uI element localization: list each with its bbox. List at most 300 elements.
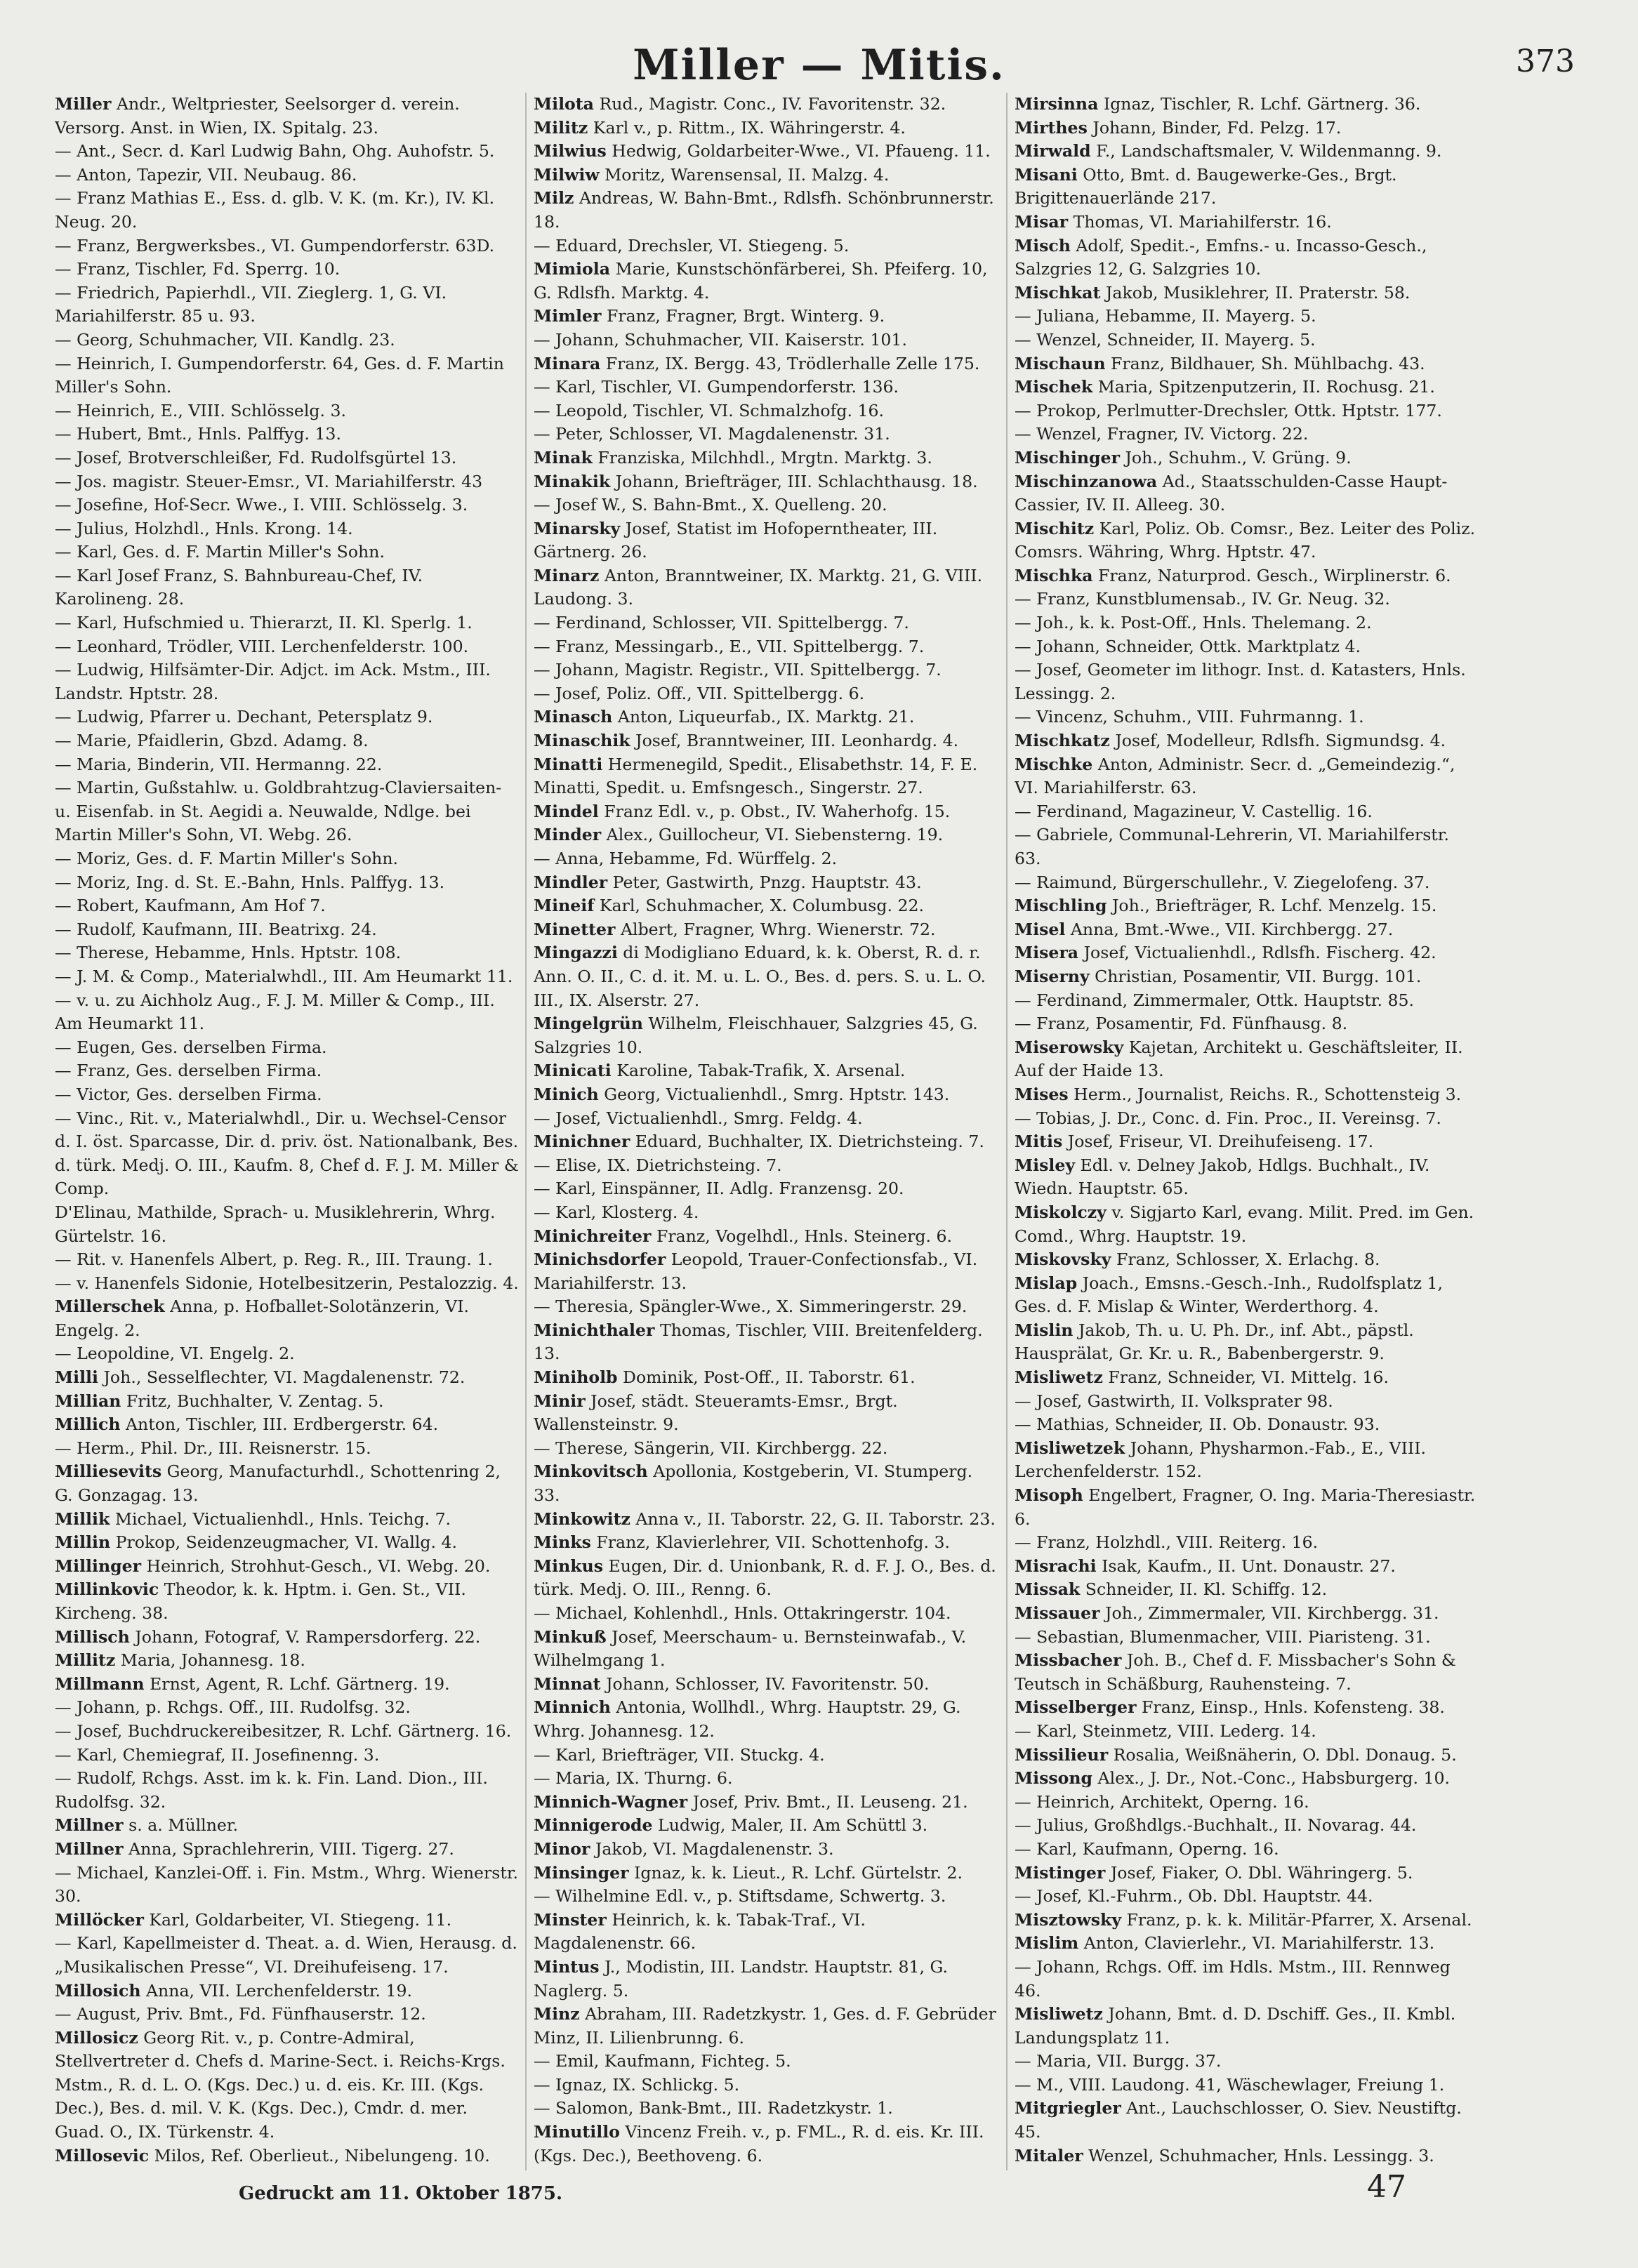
entry-surname: Missong	[1015, 1768, 1093, 1789]
entry-text: Moritz, Warensensal, II. Malzg. 4.	[599, 164, 890, 185]
directory-entry	[1015, 1036, 1478, 1083]
directory-entry	[55, 1508, 522, 1532]
page-title: Miller — Mitis.	[633, 41, 1005, 90]
directory-entry	[55, 234, 522, 258]
entry-text: Michael, Victualienhdl., Hnls. Teichg. 7.	[110, 1508, 451, 1529]
directory-entry	[55, 164, 522, 187]
entry-text: — Karl, Ges. d. F. Martin Miller's Sohn.	[55, 542, 385, 562]
entry-text: — Moriz, Ges. d. F. Martin Miller's Sohn.	[55, 849, 399, 868]
entry-text: — Jos. magistr. Steuer-Emsr., VI. Mariahilferstr. 43	[55, 471, 483, 491]
entry-surname: Minnich	[534, 1697, 611, 1718]
entry-text: Franz, Schlosser, X. Erlachg. 8.	[1111, 1249, 1380, 1270]
directory-entry	[1015, 1720, 1478, 1744]
entry-text: — Marie, Pfaidlerin, Gbzd. Adamg. 8.	[55, 731, 369, 751]
directory-entry	[1015, 2050, 1478, 2074]
directory-entry	[55, 1390, 522, 1414]
entry-surname: Miskolczy	[1015, 1202, 1107, 1222]
entry-surname: Mislap	[1015, 1273, 1078, 1293]
entry-text: — Ferdinand, Schlosser, VII. Spittelbergg. 7.	[534, 613, 909, 633]
directory-entry	[1015, 2144, 1478, 2168]
entry-text: Herm., Journalist, Reichs. R., Schottensteig 3.	[1068, 1084, 1462, 1104]
directory-entry	[1015, 800, 1478, 824]
directory-entry	[55, 258, 522, 281]
directory-entry	[1015, 1107, 1478, 1131]
entry-surname: Milwiw	[534, 164, 600, 185]
directory-entry	[1015, 1248, 1478, 1272]
entry-text: — Julius, Holzhdl., Hnls. Krong. 14.	[55, 518, 353, 538]
entry-text: Otto, Bmt. d. Baugewerke-Ges., Brgt. Brigittenauerlände 217.	[1015, 164, 1397, 208]
directory-entry	[55, 1413, 522, 1437]
entry-text: — Prokop, Perlmutter-Drechsler, Ottk. Hptstr. 177.	[1015, 400, 1442, 420]
directory-entry	[55, 635, 522, 659]
entry-surname: Millian	[55, 1391, 121, 1411]
entry-text: Isak, Kaufm., II. Unt. Donaustr. 27.	[1096, 1556, 1396, 1576]
directory-entry	[55, 1909, 522, 1932]
directory-entry	[1015, 2003, 1478, 2050]
directory-entry	[1015, 517, 1478, 564]
entry-surname: Minara	[534, 353, 601, 373]
entry-surname: Miserowsky	[1015, 1037, 1124, 1057]
entry-text: — Johann, Magistr. Registr., VII. Spittelbergg. 7.	[534, 660, 942, 680]
directory-entry	[534, 1177, 1000, 1201]
directory-entry	[55, 1295, 522, 1342]
entry-surname: Mislin	[1015, 1320, 1074, 1340]
directory-entry	[534, 918, 1000, 942]
directory-entry	[1015, 989, 1478, 1013]
entry-text: — Leonhard, Trödler, VIII. Lerchenfelderstr. 100.	[55, 636, 469, 656]
entry-text: Fritz, Buchhalter, V. Zentag. 5.	[121, 1391, 384, 1411]
entry-text: — Karl, Einspänner, II. Adlg. Franzensg. 20.	[534, 1179, 904, 1199]
directory-entry	[1015, 611, 1478, 635]
entry-text: — Franz, Tischler, Fd. Sperrg. 10.	[55, 259, 341, 279]
directory-entry	[55, 1272, 522, 1296]
entry-text: — Ludwig, Pfarrer u. Dechant, Petersplatz 9.	[55, 707, 433, 727]
directory-entry	[1015, 211, 1478, 234]
entry-text: Anton, Liqueurfab., IX. Marktg. 21.	[612, 707, 915, 727]
entry-surname: Mistinger	[1015, 1862, 1106, 1883]
entry-surname: Mischek	[1015, 377, 1093, 397]
entry-text: Engelbert, Fragner, O. Ing. Maria-Theresiastr. 6.	[1015, 1485, 1476, 1529]
directory-entry	[55, 541, 522, 564]
directory-entry	[55, 140, 522, 164]
directory-entry	[1015, 423, 1478, 446]
entry-surname: Mischaun	[1015, 353, 1106, 373]
directory-entry	[534, 1531, 1000, 1555]
entry-surname: Miller	[55, 94, 112, 114]
directory-entry	[55, 281, 522, 329]
entry-surname: Militz	[534, 117, 588, 138]
directory-entry	[1015, 1791, 1478, 1815]
entry-text: — Gabriele, Communal-Lehrerin, VI. Mariahilferstr. 63.	[1015, 825, 1449, 868]
entry-surname: Miskovsky	[1015, 1249, 1111, 1270]
directory-entry	[55, 1744, 522, 1768]
directory-entry	[534, 1130, 1000, 1154]
directory-entry	[534, 2097, 1000, 2121]
entry-text: Joh., Schuhm., V. Grüng. 9.	[1119, 447, 1352, 467]
directory-entry	[55, 564, 522, 611]
entry-surname: Minir	[534, 1391, 586, 1411]
entry-surname: Misliwetz	[1015, 1367, 1103, 1388]
entry-surname: Milota	[534, 94, 594, 114]
directory-entry	[534, 517, 1000, 564]
directory-entry	[55, 658, 522, 705]
directory-entry	[55, 329, 522, 352]
directory-entry	[534, 1862, 1000, 1885]
entry-text: — Josef, Buchdruckereibesitzer, R. Lchf. Gärtnerg. 16.	[55, 1720, 512, 1741]
entry-text: F., Landschaftsmaler, V. Wildenmanng. 9.	[1090, 141, 1442, 161]
directory-entry	[534, 823, 1000, 847]
entry-text: Prokop, Seidenzeugmacher, VI. Wallg. 4.	[110, 1532, 458, 1553]
entry-surname: Misar	[1015, 211, 1069, 232]
directory-entry	[534, 658, 1000, 682]
entry-text: Franz, Klavierlehrer, VII. Schottenhofg. 3.	[590, 1532, 951, 1553]
entry-surname: Millöcker	[55, 1909, 144, 1930]
entry-text: — Ignaz, IX. Schlickg. 5.	[534, 2074, 740, 2095]
entry-text: — Julius, Großhdlgs.-Buchhalt., II. Novarag. 44.	[1015, 1815, 1417, 1836]
directory-entry	[1015, 1390, 1478, 1414]
directory-entry	[55, 93, 522, 140]
entry-text: Anna, Sprachlehrerin, VIII. Tigerg. 27.	[123, 1838, 454, 1859]
entry-text: Wilhelm, Fleischhauer, Salzgries 45, G. Salzgries 10.	[534, 1014, 978, 1057]
entry-text: Joh. B., Chef d. F. Missbacher's Sohn & Teutsch in Schäßburg, Rauhensteing. 7.	[1015, 1650, 1456, 1694]
entry-surname: Minakik	[534, 471, 611, 491]
entry-surname: Mitaler	[1015, 2145, 1083, 2166]
directory-entry	[534, 2003, 1000, 2050]
entry-surname: Millin	[55, 1532, 111, 1553]
entry-text: Marie, Kunstschönfärberei, Sh. Pfeiferg. 10, G. Rdlsfh. Marktg. 4.	[534, 259, 988, 303]
entry-text: Karl, Goldarbeiter, VI. Stiegeng. 11.	[143, 1909, 452, 1930]
entry-surname: Millner	[55, 1838, 124, 1859]
entry-text: Anna, p. Hofballet-Solotänzerin, VI. Engelg. 2.	[55, 1297, 470, 1340]
entry-text: — Johann, Rchgs. Off. im Hdls. Mstm., III. Rennweg 46.	[1015, 1956, 1451, 2001]
entry-surname: Misani	[1015, 164, 1078, 185]
entry-text: Maria, Spitzenputzerin, II. Rochusg. 21.	[1092, 377, 1435, 397]
entry-text: — Karl, Klosterg. 4.	[534, 1202, 699, 1222]
directory-entry	[1015, 1201, 1478, 1248]
entry-text: — Franz, Ges. derselben Firma.	[55, 1061, 322, 1081]
entry-text: — Josef, Brotverschleißer, Fd. Rudolfsgürtel 13.	[55, 447, 457, 467]
directory-entry	[55, 399, 522, 423]
page-number: 373	[1516, 44, 1575, 79]
entry-text: — Wilhelmine Edl. v., p. Stiftsdame, Schwertg. 3.	[534, 1886, 946, 1906]
directory-entry	[534, 470, 1000, 494]
entry-text: — Johann, Schuhmacher, VII. Kaiserstr. 101.	[534, 329, 907, 350]
entry-surname: Millosicz	[55, 2027, 138, 2048]
entry-text: — Josef, Poliz. Off., VII. Spittelbergg. 6.	[534, 683, 865, 703]
column-divider	[1006, 93, 1008, 2170]
entry-text: — Anna, Hebamme, Fd. Würffelg. 2.	[534, 849, 838, 868]
entry-text: Ignaz, Tischler, R. Lchf. Gärtnerg. 36.	[1098, 94, 1421, 114]
entry-surname: Minarsky	[534, 518, 621, 538]
directory-entry	[534, 2074, 1000, 2097]
directory-entry	[55, 1649, 522, 1673]
directory-entry	[1015, 894, 1478, 918]
entry-text: Jakob, Musiklehrer, II. Praterstr. 58.	[1100, 282, 1411, 303]
entry-text: — Robert, Kaufmann, Am Hof 7.	[55, 896, 326, 916]
entry-surname: Millinkovic	[55, 1579, 159, 1600]
directory-entry	[534, 164, 1000, 187]
entry-text: Anton, Branntweiner, IX. Marktg. 21, G. VIII. Laudong. 3.	[534, 565, 983, 609]
column-1	[55, 93, 522, 2170]
entry-text: — Therese, Hebamme, Hnls. Hptstr. 108.	[55, 943, 402, 963]
entry-text: — Karl, Chemiegraf, II. Josefinenng. 3.	[55, 1744, 380, 1765]
directory-entry	[534, 352, 1000, 376]
entry-surname: Minutillo	[534, 2122, 620, 2142]
entry-text: Franz, Schneider, VI. Mittelg. 16.	[1102, 1367, 1389, 1388]
entry-surname: Missak	[1015, 1579, 1081, 1600]
directory-entry	[1015, 140, 1478, 164]
entry-text: Rud., Magistr. Conc., IV. Favoritenstr. 32.	[593, 94, 946, 114]
entry-surname: Mintus	[534, 1956, 600, 1977]
entry-text: Antonia, Wollhdl., Whrg. Hauptstr. 29, G. Whrg. Johannesg. 12.	[534, 1697, 961, 1741]
directory-entry	[534, 234, 1000, 258]
entry-text: — Michael, Kohlenhdl., Hnls. Ottakringerstr. 104.	[534, 1603, 951, 1623]
directory-entry	[55, 941, 522, 965]
entry-text: — M., VIII. Laudong. 41, Wäschewlager, Freiung 1.	[1015, 2074, 1445, 2095]
entry-surname: Mirwald	[1015, 141, 1091, 161]
entry-text: Peter, Gastwirth, Pnzg. Hauptstr. 43.	[607, 872, 922, 892]
entry-text: — Rit. v. Hanenfels Albert, p. Reg. R., III. Traung. 1.	[55, 1249, 493, 1270]
entry-surname: Minasch	[534, 707, 613, 727]
entry-text: Eugen, Dir. d. Unionbank, R. d. F. J. O., Bes. d. türk. Medj. O. III., Renng. 6.	[534, 1556, 996, 1600]
directory-entry	[534, 140, 1000, 164]
entry-text: — Ludwig, Hilfsämter-Dir. Adjct. im Ack. Mstm., III. Landstr. Hptstr. 28.	[55, 660, 491, 703]
directory-entry	[1015, 918, 1478, 942]
directory-entry	[534, 1555, 1000, 1602]
entry-surname: Mischinger	[1015, 447, 1120, 467]
entry-text: — Eduard, Drechsler, VI. Stiegeng. 5.	[534, 235, 850, 256]
entry-text: — Victor, Ges. derselben Firma.	[55, 1084, 322, 1104]
entry-surname: Millitz	[55, 1650, 116, 1671]
entry-text: — Karl, Hufschmied u. Thierarzt, II. Kl. Sperlg. 1.	[55, 613, 473, 633]
page-header	[0, 34, 1638, 97]
entry-text	[161, 2169, 464, 2170]
entry-text: — Johann, p. Rchgs. Off., III. Rudolfsg. 32.	[55, 1697, 411, 1718]
entry-text: — Raimund, Bürgerschullehr., V. Ziegelofeng. 37.	[1015, 872, 1430, 892]
entry-surname: Mischinzanowa	[1015, 471, 1158, 491]
entry-surname: Minnich-Wagner	[534, 1791, 688, 1812]
entry-text: — Josefine, Hof-Secr. Wwe., I. VIII. Schlösselg. 3.	[55, 495, 468, 515]
entry-surname: Mindel	[534, 801, 599, 821]
entry-text: Franz, Einsp., Hnls. Kofensteng. 38.	[1136, 1697, 1445, 1718]
entry-surname: Misel	[1015, 919, 1066, 939]
entry-text: Wenzel, Schuhmacher, Hnls. Lessingg. 3.	[1083, 2145, 1434, 2166]
directory-entry	[1015, 164, 1478, 211]
directory-entry	[1015, 1696, 1478, 1720]
directory-entry	[55, 871, 522, 895]
entry-text	[534, 2169, 970, 2170]
entry-text: — Herm., Phil. Dr., III. Reisnerstr. 15.	[55, 1438, 371, 1458]
entry-surname: Mirthes	[1015, 117, 1088, 138]
directory-entry	[1015, 1012, 1478, 1036]
entry-surname: Mineif	[534, 896, 595, 916]
directory-entry	[1015, 1885, 1478, 1909]
directory-entry	[534, 1460, 1000, 1507]
entry-text: Karl v., p. Rittm., IX. Währingerstr. 4.	[588, 117, 906, 138]
entry-text: Franz, Naturprod. Gesch., Wirplinerstr. 6.	[1092, 565, 1451, 585]
entry-text: — Franz, Kunstblumensab., IV. Gr. Neug. 32.	[1015, 589, 1390, 609]
directory-entry	[534, 258, 1000, 305]
entry-surname: Minster	[534, 1909, 607, 1930]
entry-surname: Milwius	[534, 141, 607, 161]
entry-text: — Johann, Schneider, Ottk. Marktplatz 4.	[1015, 636, 1361, 656]
directory-entry	[55, 2144, 522, 2168]
entry-text: — Wenzel, Schneider, II. Mayerg. 5.	[1015, 329, 1316, 350]
directory-entry	[534, 1154, 1000, 1178]
directory-entry	[55, 1366, 522, 1390]
entry-surname	[1015, 2169, 1062, 2170]
directory-entry	[55, 1673, 522, 1697]
entry-text: Franz, p. k. k. Militär-Pfarrer, X. Arsenal.	[1121, 1909, 1472, 1930]
entry-text: — Heinrich, I. Gumpendorferstr. 64, Ges. d. F. Martin Miller's Sohn.	[55, 353, 504, 397]
directory-entry	[1015, 705, 1478, 729]
entry-surname: Minarz	[534, 565, 600, 585]
entry-text: Johann, Schlosser, IV. Favoritenstr. 50.	[600, 1673, 930, 1694]
directory-entry	[1015, 823, 1478, 870]
directory-entry	[534, 329, 1000, 352]
entry-text: — J. M. & Comp., Materialwhdl., III. Am Heumarkt 11.	[55, 966, 513, 986]
directory-entry	[1015, 1154, 1478, 1201]
directory-entry	[1015, 941, 1478, 965]
entry-text: Anton, Tischler, III. Erdbergerstr. 64.	[120, 1414, 439, 1435]
entry-surname: Minetter	[534, 919, 616, 939]
entry-text: Maria, Johannesg. 18.	[115, 1650, 305, 1671]
entry-surname: Misrachi	[1015, 1556, 1097, 1576]
entry-text: Josef, Friseur, VI. Dreihufeiseng. 17.	[1062, 1132, 1374, 1152]
directory-entry	[534, 682, 1000, 706]
entry-text: — Josef, Victualienhdl., Smrg. Feldg. 4.	[534, 1108, 863, 1128]
entry-surname: Misera	[1015, 943, 1079, 963]
entry-surname: Mimiola	[534, 259, 610, 279]
entry-text: Christian, Posamentir, VII. Burgg. 101.	[1089, 966, 1422, 986]
directory-entry	[534, 753, 1000, 800]
directory-entry	[55, 2003, 522, 2027]
directory-entry	[1015, 1272, 1478, 1319]
entry-text: Kajetan, Architekt u. Geschäftsleiter, II. Auf der Haide 13.	[1015, 1037, 1463, 1081]
directory-entry	[1015, 1578, 1478, 1602]
entry-text: Ludwig, Maler, II. Am Schüttl 3.	[652, 1815, 928, 1836]
entry-surname: Milli	[55, 1367, 98, 1388]
entry-text: Josef, Fiaker, O. Dbl. Währingerg. 5.	[1105, 1862, 1413, 1883]
entry-text: — Karl Josef Franz, S. Bahnbureau-Chef, IV. Karolineng. 28.	[55, 565, 423, 609]
entry-surname: Miniholb	[534, 1367, 618, 1388]
entry-text: Thomas, VI. Mariahilferstr. 16.	[1068, 211, 1332, 232]
entry-text: — Franz, Messingarb., E., VII. Spittelbergg. 7.	[534, 636, 925, 656]
directory-entry	[1015, 93, 1478, 117]
entry-text: — Elise, IX. Dietrichsteing. 7.	[534, 1155, 782, 1175]
entry-text: Rosalia, Weißnäherin, O. Dbl. Donaug. 5.	[1108, 1744, 1457, 1765]
entry-surname: Minich	[534, 1084, 599, 1104]
directory-entry	[534, 1012, 1000, 1059]
entry-text: — Peter, Schlosser, VI. Magdalenenstr. 31.	[534, 424, 890, 444]
entry-text: Karl, Poliz. Ob. Comsr., Bez. Leiter des Poliz. Comsrs. Währing, Whrg. Hptstr. 47.	[1015, 518, 1476, 562]
directory-entry	[1015, 329, 1478, 352]
entry-text: — Karl, Tischler, VI. Gumpendorferstr. 136.	[534, 377, 899, 397]
directory-entry	[1015, 1932, 1478, 1956]
entry-text: — Moriz, Ing. d. St. E.-Bahn, Hnls. Palffyg. 13.	[55, 872, 445, 892]
entry-surname	[55, 2169, 161, 2170]
entry-text: — Ferdinand, Zimmermaler, Ottk. Hauptstr. 85.	[1015, 990, 1415, 1010]
entry-surname: Mindler	[534, 872, 608, 892]
directory-entry	[55, 352, 522, 399]
entry-text: Alex., Guillocheur, VI. Siebensterng. 19.	[601, 825, 944, 845]
entry-text: Alex., J. Dr., Not.-Conc., Habsburgerg. 10.	[1092, 1768, 1450, 1789]
column-3	[1015, 93, 1478, 2170]
directory-entry	[1015, 1130, 1478, 1154]
entry-text: — Heinrich, Architekt, Operng. 16.	[1015, 1791, 1309, 1812]
entry-text: — Ant., Secr. d. Karl Ludwig Bahn, Ohg. Auhofstr. 5.	[55, 141, 495, 161]
entry-text: s. a. Müllner.	[123, 1815, 239, 1836]
directory-entry	[534, 2121, 1000, 2168]
directory-entry	[1015, 1413, 1478, 1437]
entry-text: Georg Rit. v., p. Contre-Admiral, Stellvertreter d. Chefs d. Marine-Sect. i. Reichs-Krgs. Mstm., R. d. L. O. (Kgs. Dec.) u. d. eis. Kr. III. (Kgs. Dec.), Bes. d. mil. V. K. (Kgs. Dec.), Cmdr. d. mer. Guad. O., IX. Türkenstr. 4.	[55, 2027, 506, 2142]
directory-entry	[55, 1083, 522, 1107]
entry-surname: Milz	[534, 188, 574, 208]
entry-text: — Vincenz, Schuhm., VIII. Fuhrmanng. 1.	[1015, 707, 1364, 727]
entry-surname: Minor	[534, 1838, 590, 1859]
directory-entry	[55, 2027, 522, 2144]
directory-entry	[55, 1626, 522, 1650]
entry-surname: Misliwetz	[1015, 2004, 1103, 2024]
entry-text: Georg, Manufacturhdl., Schottenring 2, G. Gonzagag. 13.	[55, 1461, 501, 1506]
directory-entry	[55, 1862, 522, 1909]
entry-text: — Josef, Gastwirth, II. Volksprater 98.	[1015, 1391, 1333, 1411]
entry-surname: Missauer	[1015, 1603, 1100, 1623]
directory-entry	[55, 1531, 522, 1555]
directory-entry	[1015, 352, 1478, 376]
entry-surname: Misselberger	[1015, 1697, 1137, 1718]
directory-entry	[1015, 399, 1478, 423]
directory-entry	[1015, 446, 1478, 470]
directory-entry	[1015, 376, 1478, 399]
entry-text: — Hubert, Bmt., Hnls. Palffyg. 13.	[55, 424, 341, 444]
entry-surname: Minsinger	[534, 1862, 629, 1883]
directory-entry	[1015, 1838, 1478, 1862]
directory-entry	[55, 1767, 522, 1814]
entry-text: Anton, Administr. Secr. d. „Gemeindezig.“, VI. Mariahilferstr. 63.	[1015, 754, 1455, 798]
directory-entry	[55, 1107, 522, 1201]
directory-entry	[534, 1107, 1000, 1131]
entry-text: — Ferdinand, Magazineur, V. Castellig. 16.	[1015, 801, 1373, 821]
entry-text: Johann, Fotograf, V. Rampersdorferg. 22.	[129, 1626, 481, 1647]
directory-entry	[1015, 2097, 1478, 2144]
directory-entry	[534, 376, 1000, 399]
entry-text: — Karl, Kapellmeister d. Theat. a. d. Wien, Herausg. d. „Musikalischen Presse“, VI. Dreihufeiseng. 17.	[55, 1933, 517, 1977]
directory-entry	[534, 1225, 1000, 1249]
entry-text: — Franz Mathias E., Ess. d. glb. V. K. (m. Kr.), IV. Kl. Neug. 20.	[55, 188, 495, 232]
entry-text: Schneider, II. Kl. Schiffg. 12.	[1080, 1579, 1328, 1600]
entry-text: — Leopold, Tischler, VI. Schmalzhofg. 16.	[534, 400, 884, 420]
entry-surname: Minder	[534, 825, 602, 845]
directory-entry	[1015, 2074, 1478, 2097]
entry-surname: Millisch	[55, 1626, 130, 1647]
entry-surname: Missilieur	[1015, 1744, 1109, 1765]
entry-text: — Sebastian, Blumenmacher, VIII. Piaristeng. 31.	[1015, 1626, 1431, 1647]
entry-surname: Minatti	[534, 754, 603, 774]
directory-entry	[534, 187, 1000, 234]
entry-surname: Minichner	[534, 1132, 630, 1152]
directory-entry	[534, 564, 1000, 611]
entry-text: Andr., Weltpriester, Seelsorger d. verein. Versorg. Anst. in Wien, IX. Spitalg. 23.	[55, 94, 460, 138]
directory-entry	[1015, 1555, 1478, 1579]
directory-entry	[55, 965, 522, 989]
directory-entry	[1015, 1649, 1478, 1696]
entry-text: Josef, Branntweiner, III. Leonhardg. 4.	[630, 731, 959, 751]
directory-entry	[1015, 1319, 1478, 1366]
directory-entry	[534, 1744, 1000, 1768]
entry-surname: Millosich	[55, 1980, 141, 2001]
directory-entry	[1015, 1956, 1478, 2003]
